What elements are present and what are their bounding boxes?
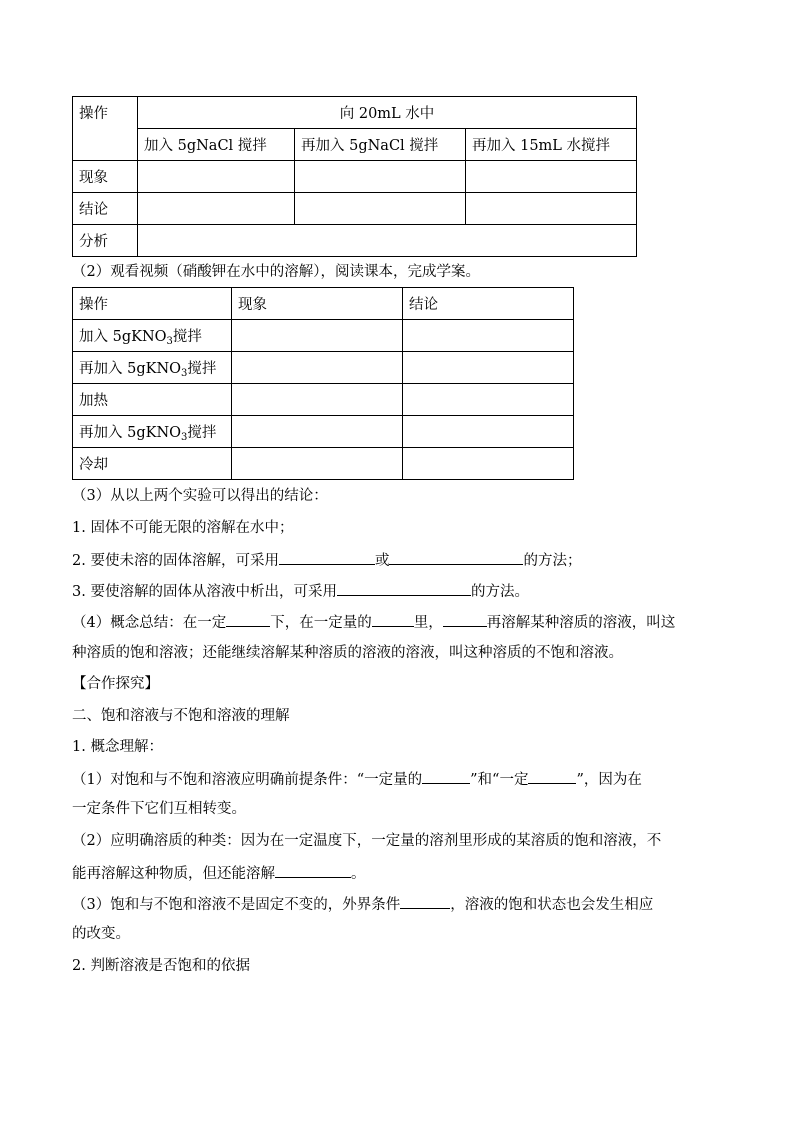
table-cell-empty[interactable] [232, 384, 403, 416]
table-cell-empty[interactable] [466, 161, 637, 193]
p2-line-2: 能再溶解这种物质，但还能溶解 。 [72, 862, 366, 884]
q3-item-1: 1. 固体不可能无限的溶解在水中； [72, 520, 294, 536]
row-label-conclusion: 结论 [73, 193, 138, 225]
kno3-experiment-table [72, 287, 574, 480]
fill-blank[interactable] [279, 549, 375, 565]
section-heading: 【合作探究】 [72, 676, 159, 692]
p3-line-2: 的改变。 [72, 926, 130, 942]
table-row [73, 193, 637, 225]
judge-heading: 2. 判断溶液是否饱和的依据 [72, 958, 250, 974]
table-cell-empty[interactable] [403, 320, 574, 352]
fill-blank[interactable] [275, 862, 351, 878]
table-cell-empty[interactable] [232, 416, 403, 448]
nacl-experiment-table [72, 96, 637, 257]
operation-cell: 加热 [73, 384, 232, 416]
table-row [73, 225, 637, 257]
row-label-phenomenon: 现象 [73, 161, 138, 193]
table-row [73, 288, 574, 320]
row-label-analysis: 分析 [73, 225, 138, 257]
p1-line-1: （1）对饱和与不饱和溶液应明确前提条件：“一定量的 ”和“一定 ”，因为在 [72, 768, 642, 790]
table-header-main: 向 20mL 水中 [138, 97, 637, 129]
table-cell-empty[interactable] [403, 352, 574, 384]
table-column-header: 现象 [232, 288, 403, 320]
p1-line-2: 一定条件下它们互相转变。 [72, 801, 246, 817]
q3-item-2: 2. 要使未溶的固体溶解，可采用 或 的方法； [72, 549, 581, 571]
fill-blank[interactable] [389, 549, 523, 565]
table-cell-empty[interactable] [295, 193, 466, 225]
table-row [73, 97, 637, 129]
table-column-header: 结论 [403, 288, 574, 320]
table-header-operation: 操作 [73, 97, 138, 161]
fill-blank[interactable] [422, 768, 470, 784]
p2-line-1: （2）应明确溶质的种类：因为在一定温度下，一定量的溶剂里形成的某溶质的饱和溶液，不 [72, 833, 662, 849]
fill-blank[interactable] [400, 893, 450, 909]
fill-blank[interactable] [226, 611, 270, 627]
operation-cell: 冷却 [73, 448, 232, 480]
q4-line-2: 种溶质的饱和溶液；还能继续溶解某种溶质的溶液的溶液，叫这种溶质的不饱和溶液。 [72, 645, 623, 661]
fill-blank[interactable] [528, 768, 576, 784]
table-row [73, 320, 574, 352]
table-cell-empty[interactable] [232, 320, 403, 352]
table-column-header: 操作 [73, 288, 232, 320]
table-row [73, 161, 637, 193]
table-cell-empty[interactable] [138, 225, 637, 257]
table-cell-empty[interactable] [466, 193, 637, 225]
operation-cell: 再加入 5gKNO$_3$搅拌 [73, 352, 232, 384]
table-row [73, 352, 574, 384]
concept-heading: 1. 概念理解： [72, 739, 163, 755]
table-row [73, 448, 574, 480]
table-column-header: 加入 5gNaCl 搅拌 [138, 129, 295, 161]
table-cell-empty[interactable] [403, 416, 574, 448]
table-row [73, 416, 574, 448]
table-cell-empty[interactable] [138, 161, 295, 193]
table-cell-empty[interactable] [232, 448, 403, 480]
fill-blank[interactable] [443, 611, 487, 627]
fill-blank[interactable] [372, 611, 414, 627]
section-title: 二、饱和溶液与不饱和溶液的理解 [72, 708, 290, 724]
table-cell-empty[interactable] [138, 193, 295, 225]
table-cell-empty[interactable] [295, 161, 466, 193]
table-cell-empty[interactable] [403, 448, 574, 480]
p3-line-1: （3）饱和与不饱和溶液不是固定不变的，外界条件 ，溶液的饱和状态也会发生相应 [72, 893, 653, 915]
table-cell-empty[interactable] [232, 352, 403, 384]
fill-blank[interactable] [337, 580, 471, 596]
table-column-header: 再加入 15mL 水搅拌 [466, 129, 637, 161]
table-column-header: 再加入 5gNaCl 搅拌 [295, 129, 466, 161]
q3-item-3: 3. 要使溶解的固体从溶液中析出，可采用 的方法。 [72, 580, 529, 602]
table-row [73, 384, 574, 416]
table-cell-empty[interactable] [403, 384, 574, 416]
q3-title: （3）从以上两个实验可以得出的结论： [72, 488, 328, 504]
operation-cell: 加入 5gKNO$_3$搅拌 [73, 320, 232, 352]
q4-line-1: （4）概念总结：在一定 下，在一定量的 里， 再溶解某种溶质的溶液，叫这 [72, 611, 675, 633]
operation-cell: 再加入 5gKNO$_3$搅拌 [73, 416, 232, 448]
q2-intro: （2）观看视频（硝酸钾在水中的溶解），阅读课本，完成学案。 [72, 264, 480, 280]
table-row [73, 129, 637, 161]
